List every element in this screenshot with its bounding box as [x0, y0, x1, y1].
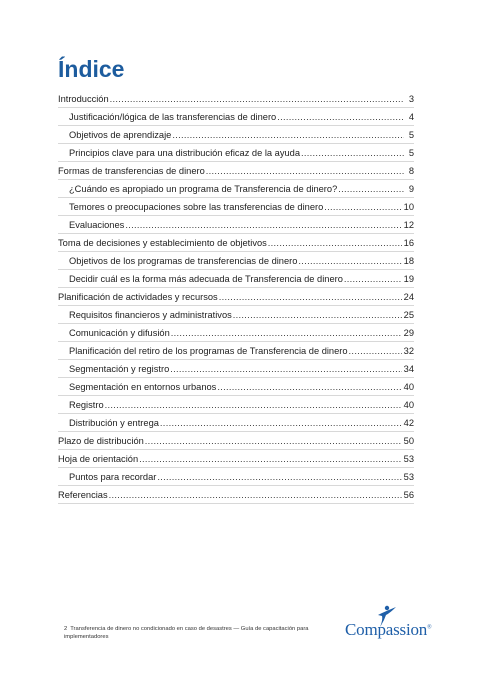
footer-document-title: Transferencia de dinero no condicionado en caso de desastres — Guía de capacitación para implementadores	[64, 626, 309, 640]
toc-dot-leader	[172, 130, 404, 141]
toc-dot-leader	[105, 400, 402, 411]
toc-dot-leader	[233, 310, 402, 321]
toc-entry-page: 10	[403, 202, 414, 212]
toc-entry[interactable]	[58, 267, 414, 285]
toc-entry[interactable]	[58, 483, 414, 501]
toc-entry-page: 5	[408, 148, 414, 158]
toc-entry[interactable]	[58, 375, 414, 393]
toc-dot-leader	[217, 382, 401, 393]
toc-row-divider	[58, 503, 414, 504]
toc-entry-label: Introducción	[58, 94, 109, 104]
toc-entry-label: Toma de decisiones y establecimiento de objetivos	[58, 238, 267, 248]
toc-entry[interactable]	[58, 141, 414, 159]
toc-entry-page: 4	[408, 112, 414, 122]
toc-entry-page: 34	[403, 364, 414, 374]
toc-dot-leader	[206, 166, 404, 177]
toc-entry-page: 19	[403, 274, 414, 284]
toc-entry-page: 9	[408, 184, 414, 194]
toc-entry[interactable]	[58, 123, 414, 141]
toc-entry[interactable]	[58, 321, 414, 339]
toc-dot-leader	[139, 454, 402, 465]
toc-dot-leader	[268, 238, 402, 249]
toc-entry-label: Registro	[69, 400, 104, 410]
toc-entry[interactable]	[58, 339, 414, 357]
toc-entry[interactable]	[58, 447, 414, 465]
toc-entry[interactable]	[58, 249, 414, 267]
toc-dot-leader	[298, 256, 401, 267]
toc-entry-page: 18	[403, 256, 414, 266]
toc-entry-label: Objetivos de aprendizaje	[69, 130, 172, 140]
toc-dot-leader	[171, 328, 402, 339]
logo-trademark: ®	[427, 624, 432, 631]
toc-entry-label: Objetivos de los programas de transferencias de dinero	[69, 256, 298, 266]
toc-entry[interactable]	[58, 213, 414, 231]
toc-entry[interactable]	[58, 87, 414, 105]
toc-dot-leader	[338, 184, 404, 195]
toc-entry-page: 8	[408, 166, 414, 176]
toc-dot-leader	[344, 274, 402, 285]
toc-entry-page: 3	[408, 94, 414, 104]
toc-dot-leader	[349, 346, 402, 357]
toc-entry-page: 40	[403, 400, 414, 410]
toc-entry-page: 12	[403, 220, 414, 230]
toc-entry[interactable]	[58, 159, 414, 177]
toc-entry-page: 53	[403, 472, 414, 482]
toc-dot-leader	[125, 220, 401, 231]
toc-dot-leader	[301, 148, 404, 159]
toc-entry-label: Distribución y entrega	[69, 418, 159, 428]
toc-dot-leader	[157, 472, 401, 483]
toc-entry-page: 42	[403, 418, 414, 428]
toc-entry-page: 32	[403, 346, 414, 356]
toc-dot-leader	[277, 112, 404, 123]
toc-entry-page: 40	[403, 382, 414, 392]
toc-entry[interactable]	[58, 177, 414, 195]
toc-dot-leader	[145, 436, 402, 447]
toc-dot-leader	[109, 490, 402, 501]
toc-entry[interactable]	[58, 393, 414, 411]
footer	[64, 625, 329, 641]
toc-entry[interactable]	[58, 105, 414, 123]
toc-entry-page: 5	[408, 130, 414, 140]
toc-entry-label: Plazo de distribución	[58, 436, 144, 446]
toc-entry-label: Segmentación y registro	[69, 364, 170, 374]
toc-entry-label: Decidir cuál es la forma más adecuada de Transferencia de dinero	[69, 274, 343, 284]
toc-entry-page: 24	[403, 292, 414, 302]
toc-entry[interactable]	[58, 429, 414, 447]
toc-entry-label: Justificación/lógica de las transferencias de dinero	[69, 112, 277, 122]
toc-entry-label: Temores o preocupaciones sobre las transferencias de dinero	[69, 202, 324, 212]
page-title: Índice	[58, 56, 125, 82]
toc-entry-label: Formas de transferencias de dinero	[58, 166, 205, 176]
toc-entry-page: 53	[403, 454, 414, 464]
toc-entry-page: 29	[403, 328, 414, 338]
toc-entry-label: Comunicación y difusión	[69, 328, 170, 338]
toc-entry[interactable]	[58, 465, 414, 483]
toc-entry-label: Evaluaciones	[69, 220, 125, 230]
toc-entry[interactable]	[58, 285, 414, 303]
table-of-contents	[58, 87, 414, 501]
compassion-logo	[345, 620, 431, 640]
toc-entry-label: Referencias	[58, 490, 108, 500]
toc-entry-page: 50	[403, 436, 414, 446]
toc-entry[interactable]	[58, 411, 414, 429]
toc-dot-leader	[160, 418, 402, 429]
toc-entry-page: 25	[403, 310, 414, 320]
toc-dot-leader	[110, 94, 404, 105]
toc-entry-label: Segmentación en entornos urbanos	[69, 382, 217, 392]
toc-entry-label: Requisitos financieros y administrativos	[69, 310, 232, 320]
toc-entry-page: 16	[403, 238, 414, 248]
toc-entry[interactable]	[58, 303, 414, 321]
toc-dot-leader	[219, 292, 402, 303]
footer-page-number: 2	[64, 626, 68, 632]
logo-wordmark: Compassion	[345, 620, 428, 639]
toc-dot-leader	[324, 202, 401, 213]
toc-entry-label: Puntos para recordar	[69, 472, 157, 482]
toc-entry-label: Principios clave para una distribución eficaz de la ayuda	[69, 148, 301, 158]
toc-dot-leader	[170, 364, 401, 375]
toc-entry[interactable]	[58, 231, 414, 249]
toc-entry-label: Hoja de orientación	[58, 454, 139, 464]
toc-entry-label: Planificación de actividades y recursos	[58, 292, 218, 302]
toc-entry[interactable]	[58, 357, 414, 375]
toc-entry-page: 56	[403, 490, 414, 500]
toc-entry-label: Planificación del retiro de los programas de Transferencia de dinero	[69, 346, 348, 356]
toc-entry[interactable]	[58, 195, 414, 213]
toc-entry-label: ¿Cuándo es apropiado un programa de Transferencia de dinero?	[69, 184, 338, 194]
